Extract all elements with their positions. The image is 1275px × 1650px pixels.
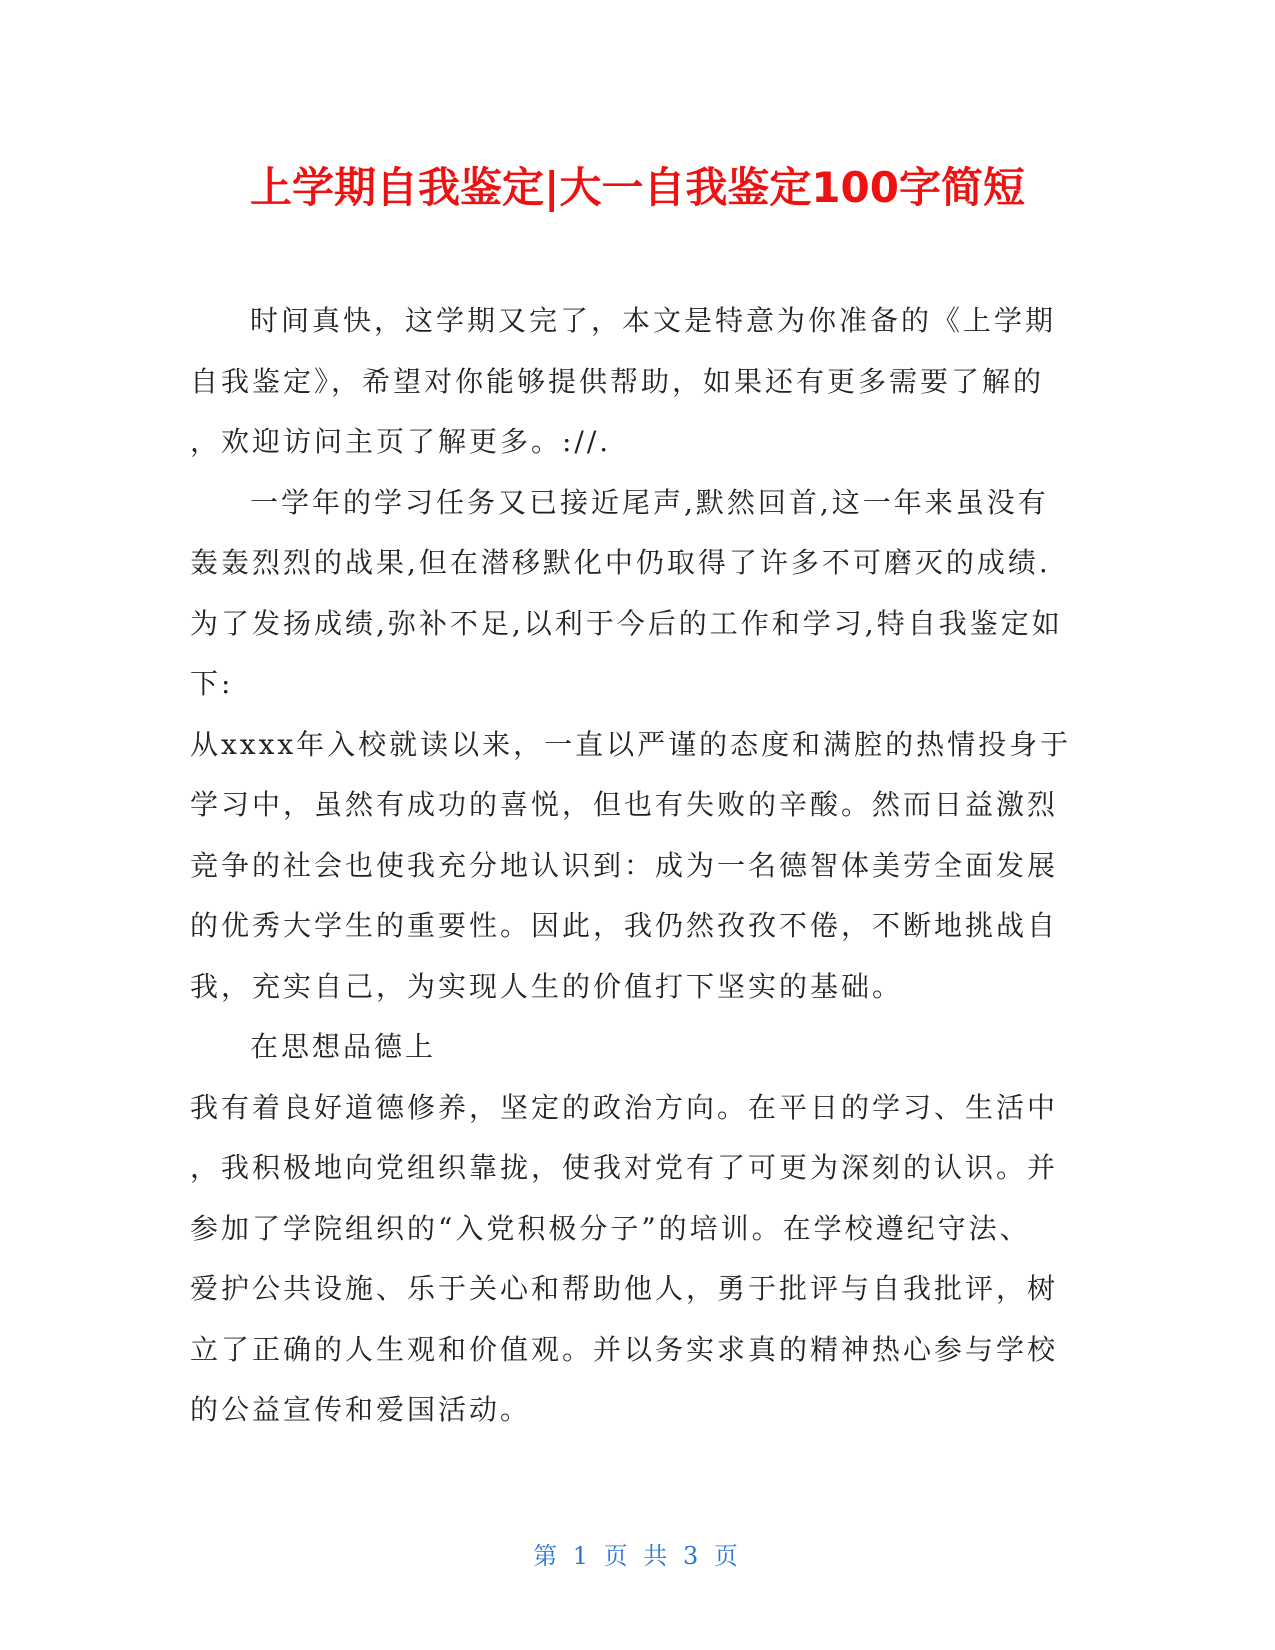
paragraph-line: 的优秀大学生的重要性。因此，我仍然孜孜不倦，不断地挑战自 — [190, 909, 1059, 942]
paragraph-line: 轰轰烈烈的战果,但在潜移默化中仍取得了许多不可磨灭的成绩. — [190, 546, 1051, 579]
paragraph-line: 参加了学院组织的“入党积极分子”的培训。在学校遵纪守法、 — [190, 1211, 1031, 1245]
paragraph-line: ，我积极地向党组织靠拢，使我对党有了可更为深刻的认识。并 — [190, 1151, 1059, 1184]
paragraph-line: 学习中，虽然有成功的喜悦，但也有失败的辛酸。然而日益激烈 — [190, 788, 1059, 821]
paragraph-line: 为了发扬成绩,弥补不足,以利于今后的工作和学习,特自我鉴定如 — [190, 606, 1063, 640]
paragraph-line: 下: — [190, 667, 234, 700]
paragraph-line: 竞争的社会也使我充分地认识到：成为一名德智体美劳全面发展 — [190, 848, 1059, 882]
section-heading-line: 在思想品德上 — [250, 1030, 437, 1063]
document-title: 上学期自我鉴定|大一自我鉴定100字简短 — [249, 163, 1025, 212]
page-number-footer: 第 1 页 共 3 页 — [533, 1542, 742, 1570]
paragraph-line: 的公益宣传和爱国活动。 — [190, 1393, 532, 1426]
paragraph-line: 我，充实自己，为实现人生的价值打下坚实的基础。 — [190, 969, 904, 1003]
paragraph-line: 立了正确的人生观和价值观。并以务实求真的精神热心参与学校 — [190, 1332, 1059, 1366]
paragraph-line: 我有着良好道德修养，坚定的政治方向。在平日的学习、生活中 — [190, 1090, 1059, 1124]
paragraph-line: 爱护公共设施、乐于关心和帮助他人，勇于批评与自我批评，树 — [190, 1272, 1059, 1305]
paragraph-line: 从xxxx年入校就读以来，一直以严谨的态度和满腔的热情投身于 — [190, 727, 1072, 761]
paragraph-line: 自我鉴定》，希望对你能够提供帮助，如果还有更多需要了解的 — [190, 364, 1045, 398]
paragraph-line: ，欢迎访问主页了解更多。://. — [190, 425, 612, 458]
document-body — [190, 291, 1090, 1441]
paragraph-line: 时间真快，这学期又完了，本文是特意为你准备的《上学期 — [250, 304, 1057, 337]
paragraph-line: 一学年的学习任务又已接近尾声,默然回首,这一年来虽没有 — [250, 485, 1049, 519]
